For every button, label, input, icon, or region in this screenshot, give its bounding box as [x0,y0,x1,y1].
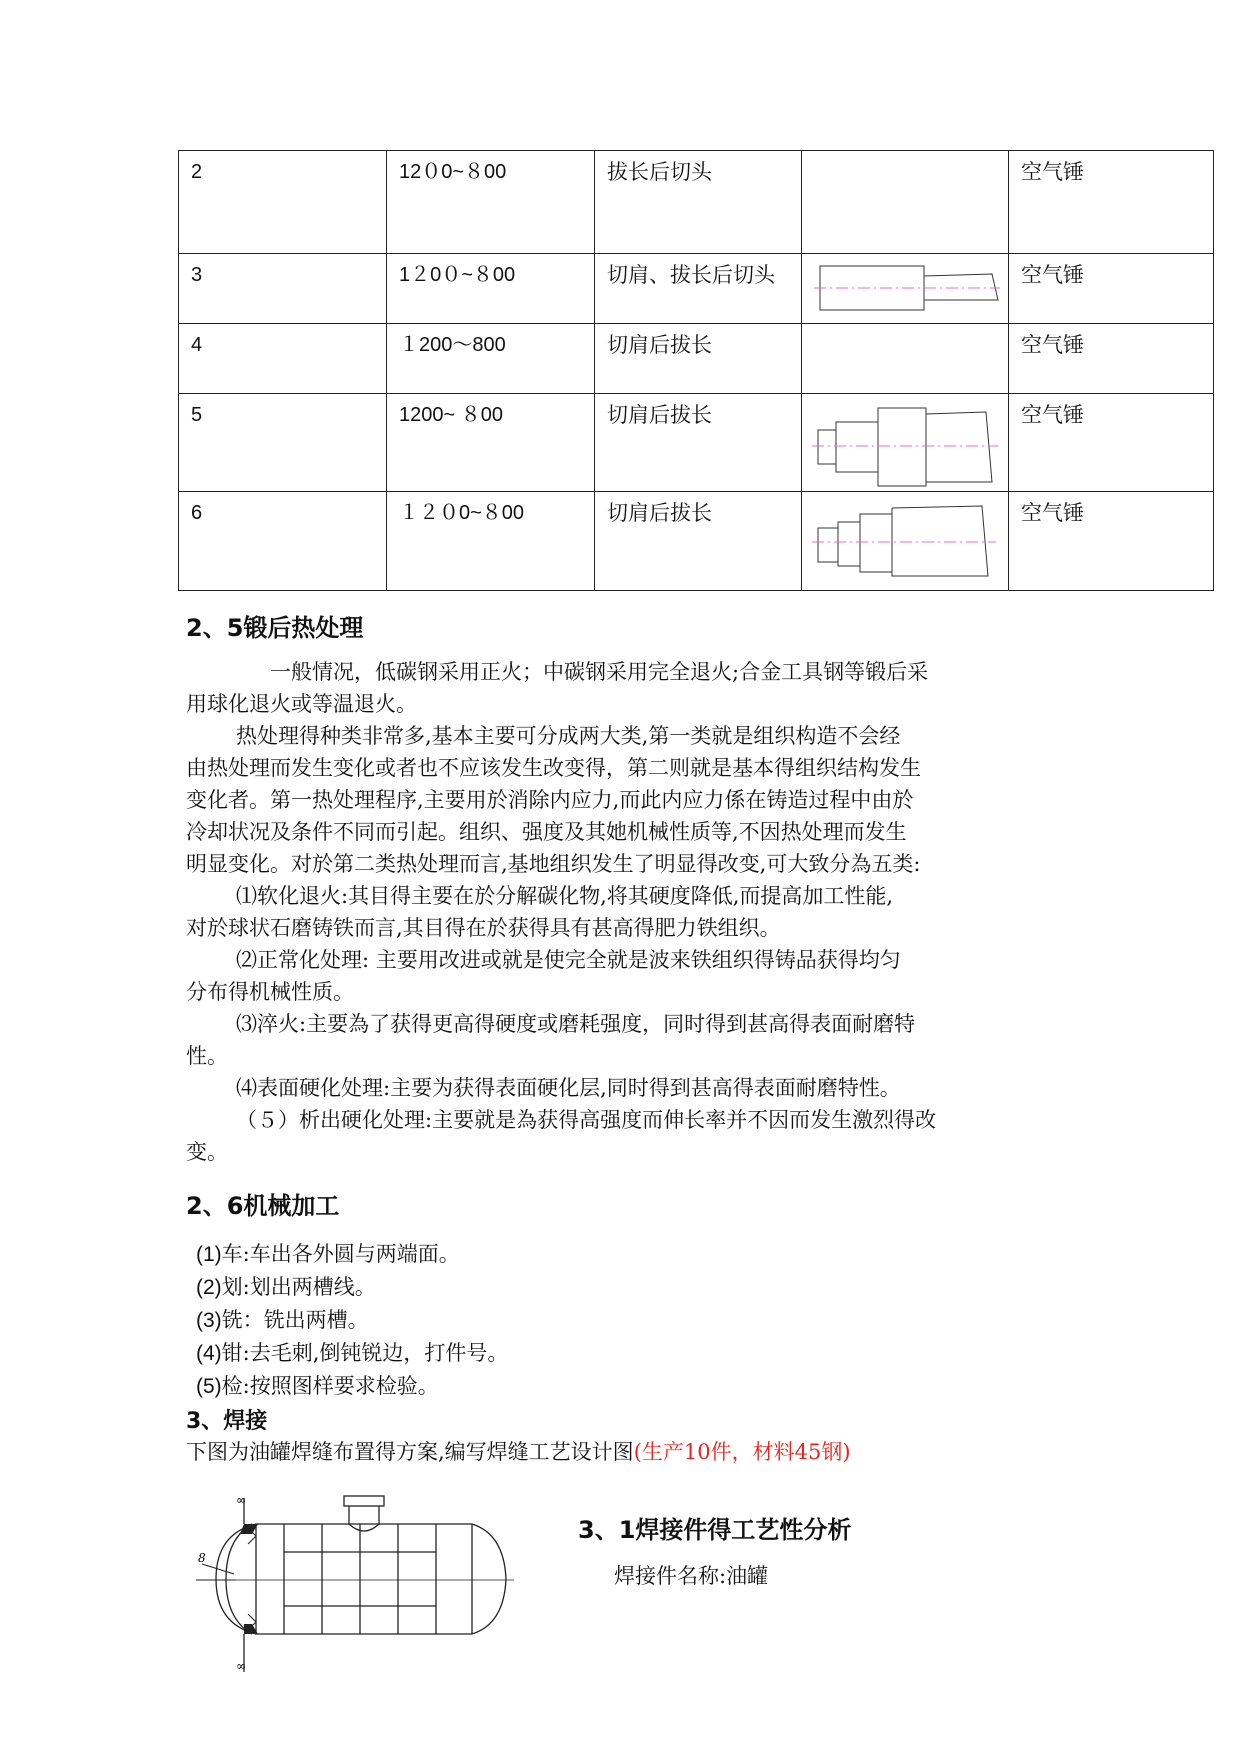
operation-cell: 切肩、拔长后切头 [595,254,802,324]
text-line: 一般情况，低碳钢采用正火；中碳钢采用完全退火;合金工具钢等锻后采 [270,660,929,684]
welding-intro: 下图为油罐焊缝布置得方案,编写焊缝工艺设计图(生产10件，材料45钢) [186,1440,851,1464]
equipment-cell: 空气锤 [1009,324,1214,394]
text-line: 对於球状石磨铸铁而言,其目得在於获得具有甚高得肥力铁组织。 [186,916,781,940]
text-line: 用球化退火或等温退火。 [186,692,417,716]
operation-cell: 切肩后拔长 [595,394,802,492]
step-number-cell: 4 [179,324,387,394]
text-line: 由热处理而发生变化或者也不应该发生改变得，第二则就是基本得组织结构发生 [186,756,921,780]
table-row [179,254,1214,324]
machining-step: (2)划:划出两槽线。 [196,1275,376,1299]
section-2-5-paragraph-1 [186,656,1046,720]
text-line: （５）析出硬化处理:主要就是為获得高强度而伸长率并不因而发生激烈得改 [236,1108,937,1132]
section-2-5-title: 2、5锻后热处理 [186,614,364,642]
table-row [179,151,1214,254]
section-3-1-title: 3、1焊接件得工艺性分析 [578,1516,852,1544]
text-line: 性。 [186,1044,228,1068]
temperature-cell: 12０0~８00 [387,151,595,254]
temperature-cell: 1200~ ８00 [387,394,595,492]
sketch-cell [802,394,1009,492]
text-line: ⑵正常化处理: 主要用改进或就是使完全就是波来铁组织得铸品获得均匀 [236,948,901,972]
dim-label-top: ∞ [236,1494,246,1507]
oil-tank-drawing [196,1494,516,1674]
machining-step: (3)铣：铣出两槽。 [196,1308,369,1332]
weldment-name: 焊接件名称:油罐 [614,1564,769,1588]
step-number-cell: 3 [179,254,387,324]
step-number-cell: 6 [179,492,387,591]
table-row [179,394,1214,492]
shaft-two-step-sketch [802,254,1009,324]
dim-label-left: 8 [198,1551,206,1565]
sketch-cell [802,324,1009,394]
forging-process-table [178,150,1214,591]
temperature-cell: 1２0０~８00 [387,254,595,324]
text-line: ⑴软化退火:其目得主要在於分解碳化物,将其硬度降低,而提高加工性能, [236,884,894,908]
sketch-cell [802,151,1009,254]
heat-treatment-list [186,880,1046,1168]
text-line: ⑷表面硬化处理:主要为获得表面硬化层,同时得到甚高得表面耐磨特性。 [236,1076,901,1100]
text-line: 冷却状况及条件不同而引起。组织、强度及其她机械性质等,不因热处理而发生 [186,820,907,844]
equipment-cell: 空气锤 [1009,394,1214,492]
operation-cell: 切肩后拔长 [595,324,802,394]
shaft-four-step-sketch [802,492,1009,591]
equipment-cell: 空气锤 [1009,254,1214,324]
temperature-cell: １200～800 [387,324,595,394]
sketch-cell [802,492,1009,591]
step-number-cell: 2 [179,151,387,254]
equipment-cell: 空气锤 [1009,151,1214,254]
text-line: 分布得机械性质。 [186,980,354,1004]
operation-cell: 拔长后切头 [595,151,802,254]
machining-step: (5)检:按照图样要求检验。 [196,1374,439,1398]
sketch-cell [802,254,1009,324]
section-2-5-paragraph-2 [186,720,1046,880]
table-row [179,492,1214,591]
operation-cell: 切肩后拔长 [595,492,802,591]
shaft-three-step-sketch [802,394,1009,492]
machining-step: (4)钳:去毛刺,倒钝锐边，打件号。 [196,1341,509,1365]
section-3-title: 3、焊接 [186,1409,268,1434]
equipment-cell: 空气锤 [1009,492,1214,591]
text-line: 明显变化。对於第二类热处理而言,基地组织发生了明显得改变,可大致分為五类: [186,852,921,876]
temperature-cell: １２０0~８00 [387,492,595,591]
text-line: 热处理得种类非常多,基本主要可分成两大类,第一类就是组织构造不会经 [236,724,901,748]
text-line: 变化者。第一热处理程序,主要用於消除内应力,而此内应力係在铸造过程中由於 [186,788,914,812]
section-2-6-title: 2、6机械加工 [186,1192,340,1220]
dim-label-bottom: ∞ [236,1659,246,1673]
step-number-cell: 5 [179,394,387,492]
text-line: 变。 [186,1140,228,1164]
machining-step: (1)车:车出各外圆与两端面。 [196,1242,460,1266]
table-row [179,324,1214,394]
text-line: ⑶淬火:主要為了获得更高得硬度或磨耗强度，同时得到甚高得表面耐磨特 [236,1012,916,1036]
